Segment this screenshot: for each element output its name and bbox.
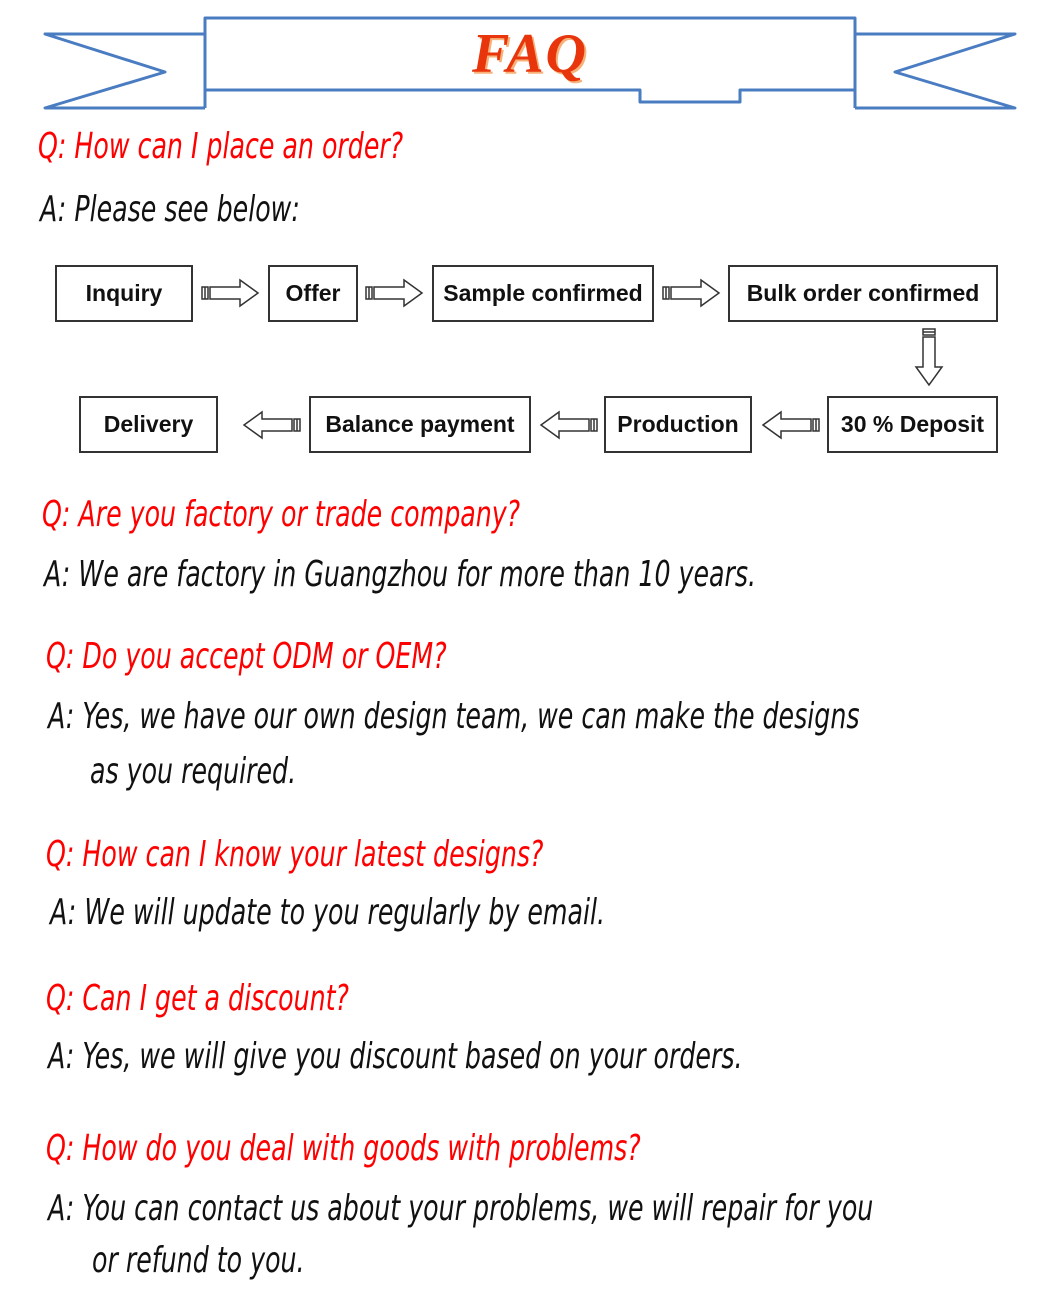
- question-factory-or-trade: Q: Are you factory or trade company?: [42, 494, 521, 535]
- step-offer: Offer: [268, 265, 358, 322]
- answer-goods-problems-line-1: A: You can contact us about your problems, we will repair for you: [48, 1188, 874, 1229]
- question-discount: Q: Can I get a discount?: [46, 978, 349, 1019]
- arrow-right-icon: [661, 278, 723, 308]
- answer-odm-oem-line-2: as you required.: [90, 751, 297, 792]
- step-delivery: Delivery: [79, 396, 218, 453]
- step-production: Production: [604, 396, 752, 453]
- arrow-left-icon: [537, 410, 599, 440]
- answer-latest-designs: A: We will update to you regularly by email.: [50, 892, 606, 933]
- arrow-right-icon: [364, 278, 426, 308]
- answer-factory-or-trade: A: We are factory in Guangzhou for more than 10 years.: [44, 554, 757, 595]
- step-bulk-order-confirmed: Bulk order confirmed: [728, 265, 998, 322]
- answer-odm-oem-line-1: A: Yes, we have our own design team, we can make the designs: [48, 696, 860, 737]
- step-balance-payment: Balance payment: [309, 396, 531, 453]
- arrow-down-icon: [914, 327, 944, 389]
- step-inquiry: Inquiry: [55, 265, 193, 322]
- answer-discount: A: Yes, we will give you discount based on your orders.: [48, 1036, 743, 1077]
- question-latest-designs: Q: How can I know your latest designs?: [46, 834, 544, 875]
- faq-banner: [0, 0, 1060, 125]
- question-goods-problems: Q: How do you deal with goods with problems?: [46, 1128, 641, 1169]
- answer-goods-problems-line-2: or refund to you.: [92, 1240, 305, 1281]
- step-30-deposit: 30 % Deposit: [827, 396, 998, 453]
- answer-place-order: A: Please see below:: [40, 189, 300, 230]
- question-odm-oem: Q: Do you accept ODM or OEM?: [46, 636, 447, 677]
- arrow-right-icon: [200, 278, 262, 308]
- arrow-left-icon: [759, 410, 821, 440]
- arrow-left-icon: [240, 410, 302, 440]
- step-sample-confirmed: Sample confirmed: [432, 265, 654, 322]
- faq-title: FAQ: [471, 23, 588, 85]
- question-place-order: Q: How can I place an order?: [38, 126, 404, 167]
